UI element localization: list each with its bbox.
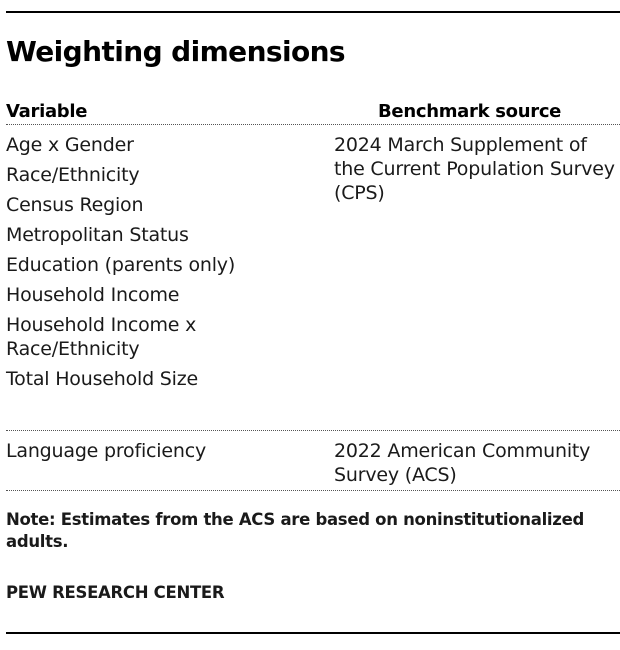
variable-list-cps [6, 133, 306, 397]
header-divider [6, 124, 620, 125]
bottom-rule [6, 632, 620, 634]
table-bottom-divider [6, 490, 620, 491]
variable-item: Age x Gender [6, 134, 134, 156]
variable-item: Race/Ethnicity [6, 164, 140, 186]
benchmark-source-cps: 2024 March Supplement of the Current Population Survey (CPS) [334, 134, 615, 204]
column-header-variable: Variable [6, 101, 88, 122]
page-title: Weighting dimensions [6, 35, 345, 68]
variable-item: Metropolitan Status [6, 224, 189, 246]
variable-item: Household Income x Race/Ethnicity [6, 314, 197, 360]
variable-item: Total Household Size [6, 368, 199, 390]
top-rule [6, 11, 620, 13]
group-divider [6, 430, 620, 431]
column-header-benchmark-source: Benchmark source [378, 101, 562, 122]
benchmark-source-acs: 2022 American Community Survey (ACS) [334, 440, 591, 486]
source-credit: PEW RESEARCH CENTER [6, 583, 225, 602]
variable-item: Household Income [6, 284, 180, 306]
variable-item-language: Language proficiency [6, 440, 206, 462]
variable-item: Education (parents only) [6, 254, 236, 276]
footnote: Note: Estimates from the ACS are based on noninstitutionalized adults. [6, 510, 584, 551]
variable-item: Census Region [6, 194, 144, 216]
